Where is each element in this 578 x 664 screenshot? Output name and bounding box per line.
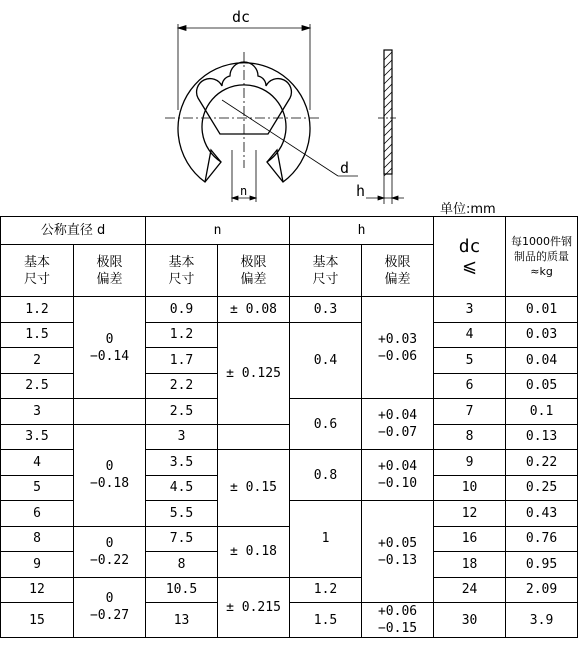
cell-d-tolerance: 0 −0.18: [74, 424, 146, 526]
cell-n: 7.5: [146, 526, 218, 552]
cell-dc: 5: [434, 348, 506, 374]
header-dc: dc ⩽: [434, 217, 506, 297]
cell-d: 9: [1, 552, 74, 578]
cell-n-tolerance: ± 0.18: [218, 526, 290, 577]
cell-h: 1.2: [290, 577, 362, 603]
header-mass: 每1000件钢 制品的质量 ≈kg: [506, 217, 578, 297]
cell-d-tolerance: 0 −0.14: [74, 297, 146, 399]
cell-d: 4: [1, 450, 74, 476]
header-nominal-diameter: 公称直径 d: [1, 217, 146, 245]
header-h-tolerance: 极限 偏差: [362, 245, 434, 297]
dc-arrow-right: [302, 26, 310, 31]
cell-mass: 0.13: [506, 424, 578, 450]
cell-d-tolerance-empty: [74, 399, 146, 425]
unit-label: 单位:mm: [440, 202, 496, 217]
n-label: n: [240, 184, 248, 198]
cell-d: 2.5: [1, 373, 74, 399]
cell-n-tolerance: ± 0.125: [218, 322, 290, 424]
cell-dc: 8: [434, 424, 506, 450]
dc-arrow-left: [178, 26, 186, 31]
header-d-tolerance: 极限 偏差: [74, 245, 146, 297]
cell-n: 3: [146, 424, 218, 450]
cell-dc: 12: [434, 501, 506, 527]
cell-n-tolerance: ± 0.08: [218, 297, 290, 323]
cell-mass: 3.9: [506, 603, 578, 638]
cell-h: 0.6: [290, 399, 362, 450]
cell-h: 0.4: [290, 322, 362, 399]
h-label: h: [356, 182, 366, 200]
cell-h: 1.5: [290, 603, 362, 638]
cell-dc: 30: [434, 603, 506, 638]
cell-mass: 0.25: [506, 475, 578, 501]
cell-dc: 18: [434, 552, 506, 578]
header-n-basic: 基本 尺寸: [146, 245, 218, 297]
cell-h-tolerance: +0.04 −0.10: [362, 450, 434, 501]
cell-d: 6: [1, 501, 74, 527]
n-arrow-right: [250, 196, 256, 200]
cell-n: 0.9: [146, 297, 218, 323]
cell-n: 5.5: [146, 501, 218, 527]
cell-h-tolerance: +0.04 −0.07: [362, 399, 434, 450]
cell-d-tolerance: 0 −0.22: [74, 526, 146, 577]
header-n-tolerance: 极限 偏差: [218, 245, 290, 297]
e-ring-drawing: [0, 0, 578, 216]
cell-mass: 0.22: [506, 450, 578, 476]
cell-d: 15: [1, 603, 74, 638]
cell-mass: 2.09: [506, 577, 578, 603]
cell-dc: 6: [434, 373, 506, 399]
n-arrow-left: [232, 196, 238, 200]
cell-mass: 0.1: [506, 399, 578, 425]
cell-n: 10.5: [146, 577, 218, 603]
cell-dc: 10: [434, 475, 506, 501]
cell-mass: 0.05: [506, 373, 578, 399]
cell-d: 3: [1, 399, 74, 425]
cell-d: 2: [1, 348, 74, 374]
cell-d: 5: [1, 475, 74, 501]
cell-d: 12: [1, 577, 74, 603]
dc-label: dc: [232, 8, 251, 26]
cell-mass: 0.04: [506, 348, 578, 374]
cell-h-tolerance: +0.03 −0.06: [362, 297, 434, 399]
d-label: d: [340, 159, 350, 177]
cell-n-tolerance-empty: [218, 424, 290, 450]
cell-n: 13: [146, 603, 218, 638]
cell-mass: 0.01: [506, 297, 578, 323]
cell-mass: 0.03: [506, 322, 578, 348]
cell-h: 0.3: [290, 297, 362, 323]
cell-n: 1.7: [146, 348, 218, 374]
cell-d: 1.5: [1, 322, 74, 348]
h-arrow-left: [378, 196, 384, 200]
cell-d: 3.5: [1, 424, 74, 450]
cell-d-tolerance: 0 −0.27: [74, 577, 146, 638]
cell-n: 8: [146, 552, 218, 578]
cell-n: 2.2: [146, 373, 218, 399]
h-arrow-right: [392, 196, 398, 200]
cell-n: 1.2: [146, 322, 218, 348]
header-d-basic: 基本 尺寸: [1, 245, 74, 297]
cell-mass: 0.76: [506, 526, 578, 552]
cell-h: 0.8: [290, 450, 362, 501]
header-h-basic: 基本 尺寸: [290, 245, 362, 297]
cell-dc: 16: [434, 526, 506, 552]
cell-dc: 4: [434, 322, 506, 348]
cell-h-tolerance: +0.05 −0.13: [362, 501, 434, 603]
cell-mass: 0.43: [506, 501, 578, 527]
cell-dc: 7: [434, 399, 506, 425]
header-h: h: [290, 217, 434, 245]
cell-d: 8: [1, 526, 74, 552]
cell-h: 1: [290, 501, 362, 578]
cell-n-tolerance: ± 0.215: [218, 577, 290, 638]
cell-mass: 0.95: [506, 552, 578, 578]
cell-h-tolerance: +0.06 −0.15: [362, 603, 434, 638]
header-n: n: [146, 217, 290, 245]
cell-n: 4.5: [146, 475, 218, 501]
cell-d: 1.2: [1, 297, 74, 323]
cell-n: 2.5: [146, 399, 218, 425]
e-ring-dimension-table: [0, 216, 578, 638]
cell-n-tolerance: ± 0.15: [218, 450, 290, 527]
cell-dc: 9: [434, 450, 506, 476]
cell-dc: 24: [434, 577, 506, 603]
cell-n: 3.5: [146, 450, 218, 476]
cell-dc: 3: [434, 297, 506, 323]
